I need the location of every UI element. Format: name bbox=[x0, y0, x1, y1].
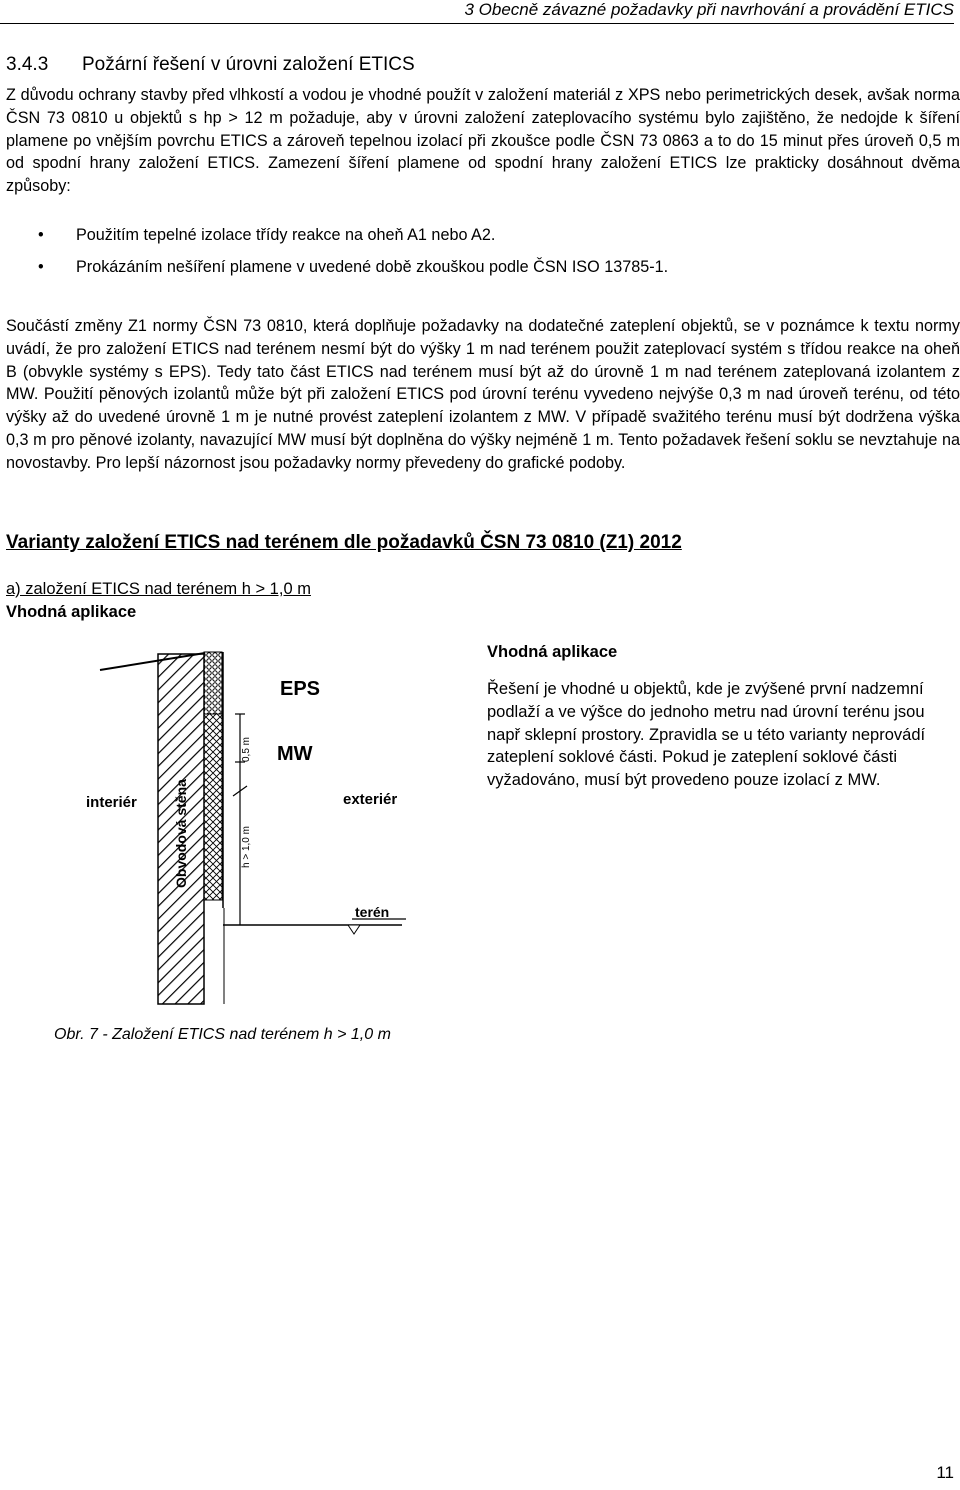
section-heading bbox=[6, 54, 415, 76]
intro-paragraph: Z důvodu ochrany stavby před vlhkostí a vodou je vhodné použít v založení materiál z XPS nebo perimetrických desek, avšak norma ČSN 73 0810 u objektů s hp > 12 m požaduje, aby v úrovni založení zateplovacího systému bylo zajištěno, že nedojde k šíření plamene po vnějším povrchu ETICS a zároveň tepelnou izolací při zkoušce podle ČSN 73 0863 a to do 15 minut přes úroveň 0,5 m od spodní hrany založení ETICS. Zamezení šíření plamene od spodní hrany založení ETICS lze prakticky dosáhnout dvěma způsoby: bbox=[6, 86, 960, 196]
interior-label: interiér bbox=[86, 794, 137, 811]
section-title: Požární řešení v úrovni založení ETICS bbox=[82, 54, 415, 75]
page-number: 11 bbox=[936, 1463, 954, 1482]
mw-insulation bbox=[204, 714, 222, 900]
side-note-text: Řešení je vhodné u objektů, kde je zvýšené první nadzemní podlaží a ve výšce do jednoho metru nad úrovní terénu jsou např sklepní prostory. Zpravidla se u této varianty neprovádí zateplení soklové části. Pokud je zateplení soklové části vyžadováno, musí být provedeno pouze izolací z MW. bbox=[487, 680, 926, 790]
variant-a-label: Vhodná aplikace bbox=[6, 603, 137, 621]
list-item-text: Prokázáním nešíření plamene v uvedené době zkouškou podle ČSN ISO 13785-1. bbox=[76, 258, 669, 276]
side-note-title: Vhodná aplikace bbox=[487, 643, 618, 661]
dimension-h-label: h > 1,0 m bbox=[241, 826, 252, 868]
second-paragraph: Součástí změny Z1 normy ČSN 73 0810, která doplňuje požadavky na dodatečné zateplení objektů, se v poznámce k textu normy uvádí, že pro založení ETICS nad terénem nesmí být do výšky 1 m nad terénem použit zateplovací systém s třídou reakce na oheň B (obvykle systémy s EPS). Tedy tato část ETICS nad terénem musí být až do úrovně 1 m nad terénem zateplovaná izolantem z MW. Použití pěnových izolantů může být při založení ETICS pod úrovní terénu vyvedeno nejvýše 0,3 m nad úroveň terénu, od této výšky až do uvedené úrovně 1 m je nutné provést zateplení izolantem z MW. V případě svažitého terénu musí být dodržena výška 0,3 m pro pěnové izolanty, navazující MW musí být doplněna do výšky nejméně 1 m. Tento požadavek řešení soklu se nevztahuje na novostavby. Pro lepší názornost jsou požadavky normy převedeny do grafické podoby. bbox=[6, 317, 960, 472]
bullet-list bbox=[38, 226, 668, 290]
variant-a-title: a) založení ETICS nad terénem h > 1,0 m bbox=[6, 580, 311, 598]
terrain-marker-icon bbox=[348, 925, 360, 934]
mw-label: MW bbox=[277, 743, 313, 765]
etics-base-diagram bbox=[80, 640, 420, 1015]
bullet-icon: • bbox=[38, 258, 44, 276]
exterior-label: exteriér bbox=[343, 791, 398, 808]
dimension-05-label: 0,5 m bbox=[241, 736, 252, 762]
diagram-svg bbox=[80, 640, 420, 1010]
eps-insulation bbox=[204, 652, 222, 714]
wall-label: Obvodová stěna bbox=[173, 779, 189, 888]
list-item bbox=[38, 258, 668, 290]
list-item-text: Použitím tepelné izolace třídy reakce na oheň A1 nebo A2. bbox=[76, 226, 496, 244]
section-number: 3.4.3 bbox=[6, 54, 49, 75]
list-item bbox=[38, 226, 668, 258]
eps-label: EPS bbox=[280, 678, 321, 700]
running-header: 3 Obecně závazné požadavky při navrhování a provádění ETICS bbox=[0, 0, 954, 24]
variants-heading: Varianty založení ETICS nad terénem dle požadavků ČSN 73 0810 (Z1) 2012 bbox=[6, 532, 682, 553]
figure-caption: Obr. 7 - Založení ETICS nad terénem h > 1,0 m bbox=[54, 1026, 391, 1043]
terrain-label: terén bbox=[355, 904, 390, 920]
bullet-icon: • bbox=[38, 226, 44, 244]
